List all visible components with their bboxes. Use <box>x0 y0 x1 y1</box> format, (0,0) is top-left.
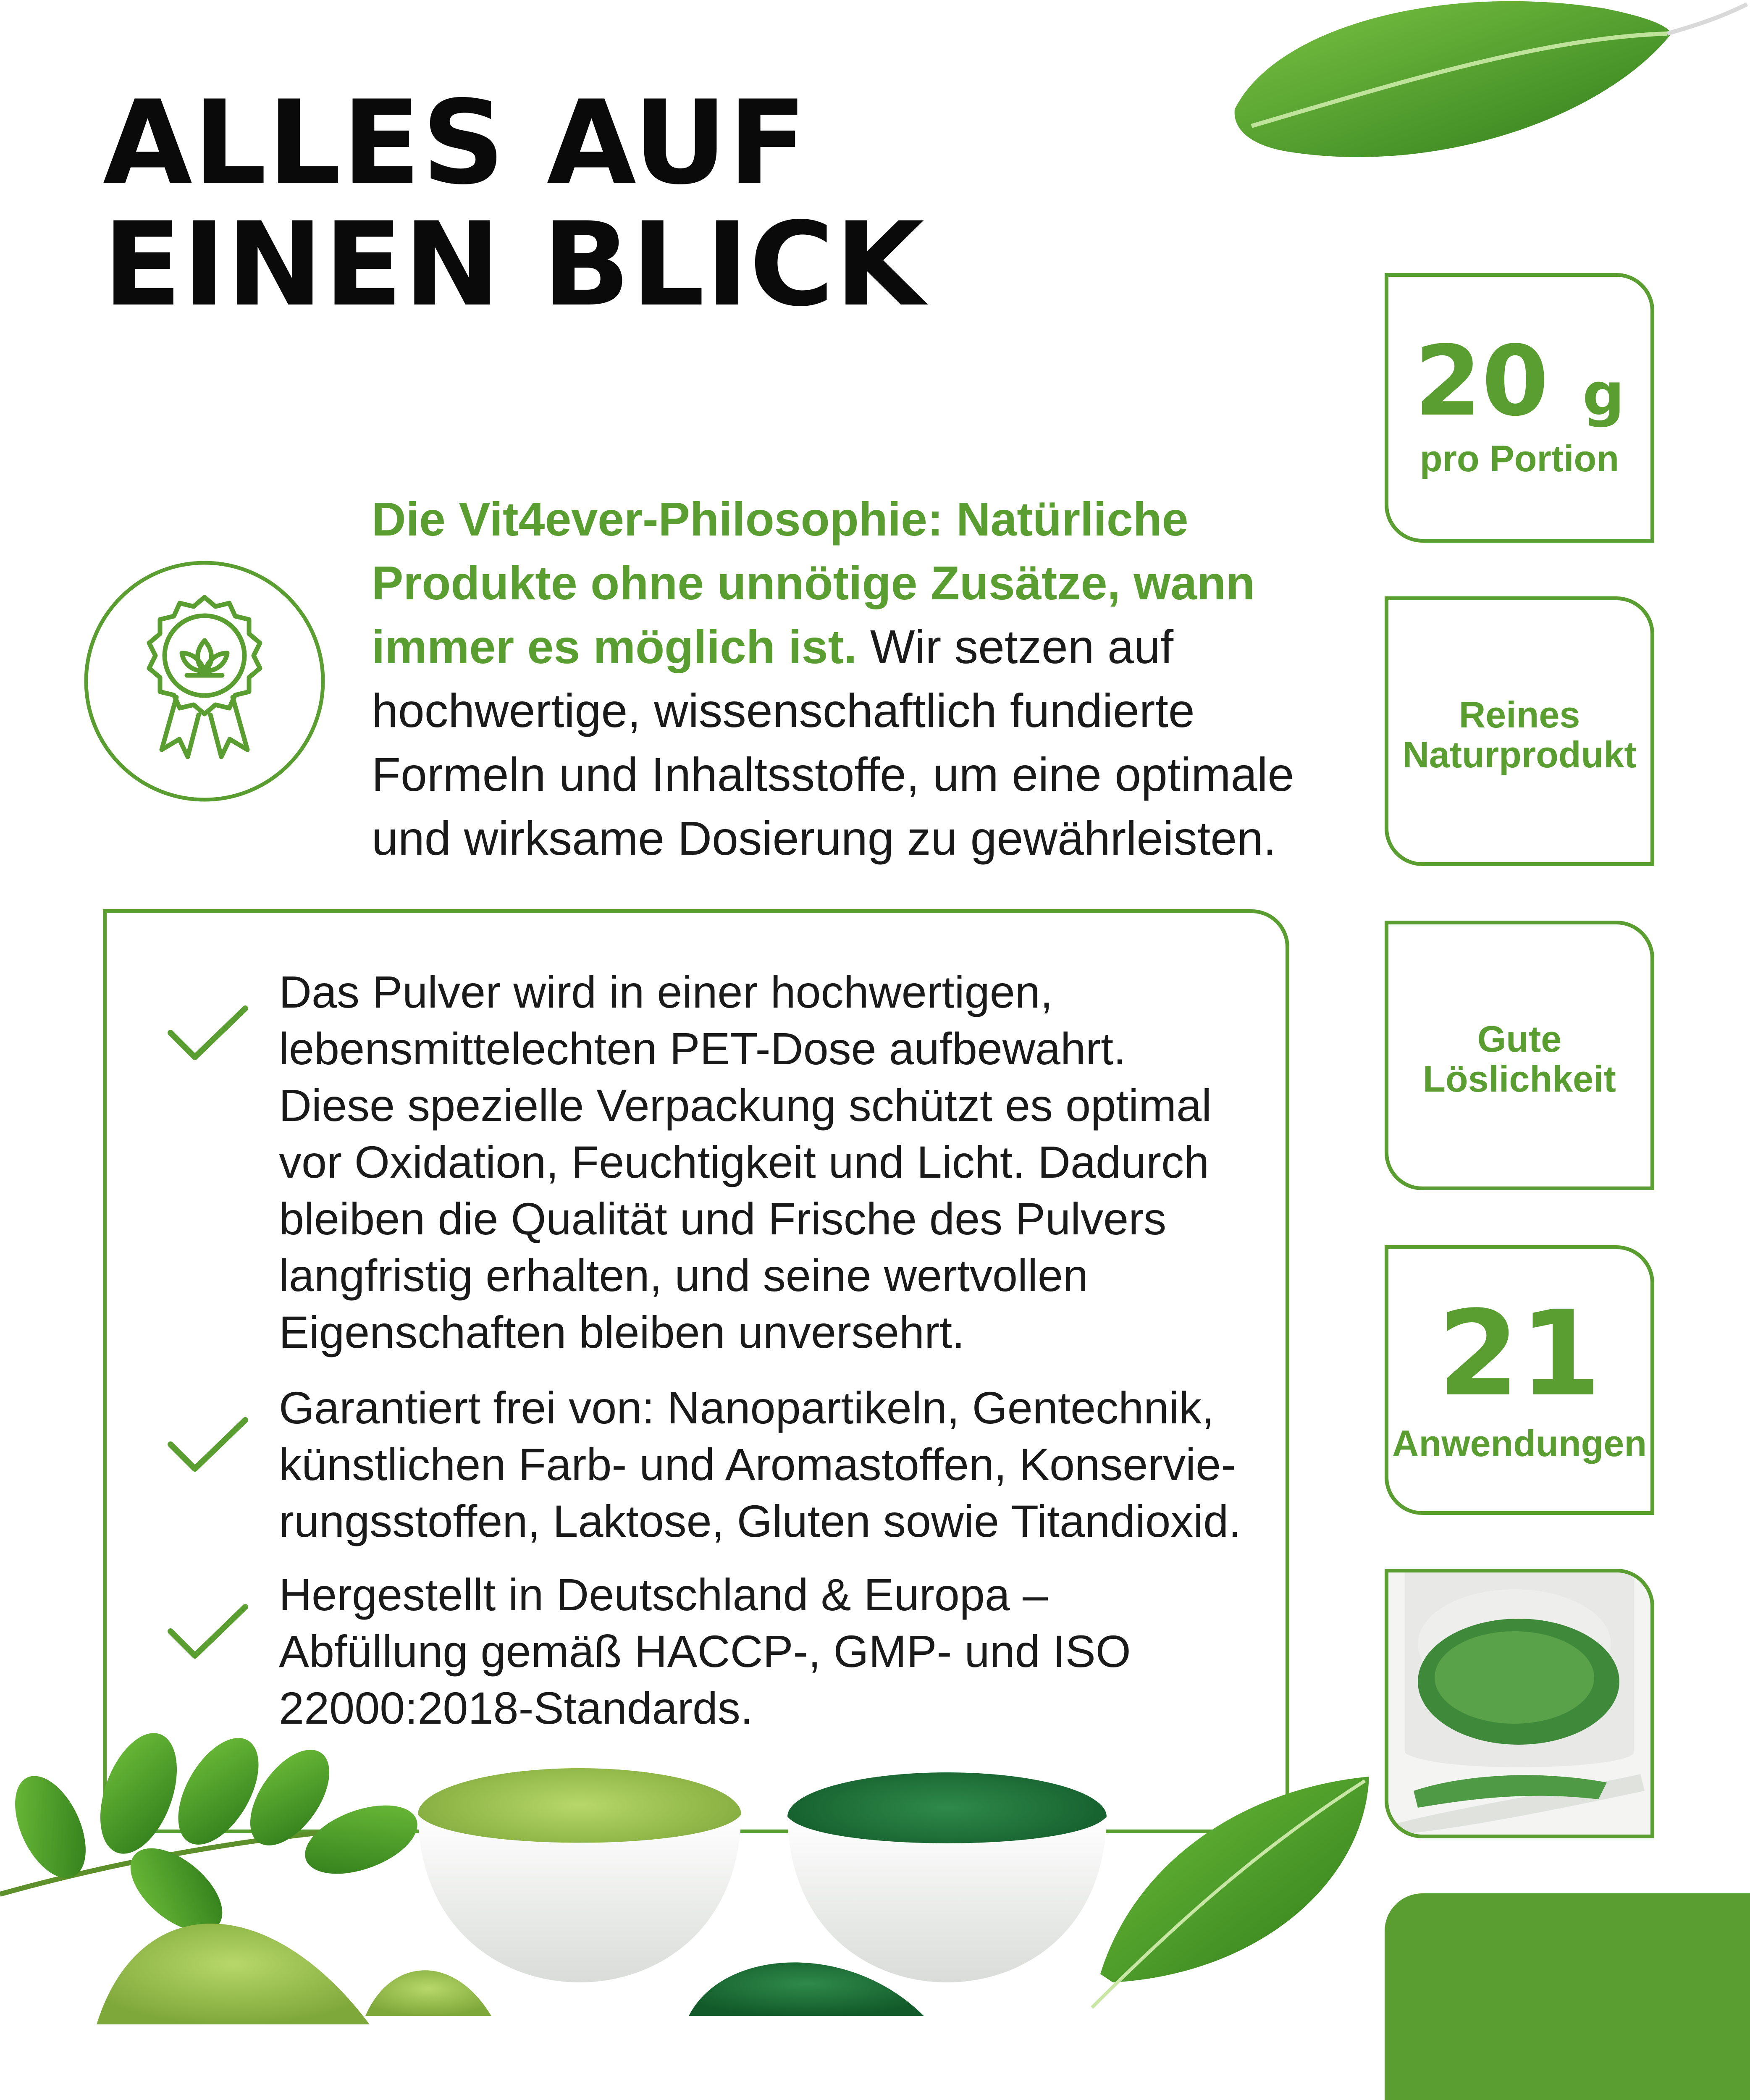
benefit-text: Garantiert frei von: Nanopartikeln, Gentechnik, künstlichen Farb- und Aromastoffen, Konservie-rungsstoffen, Laktose, Gluten sowie Titandioxid. <box>279 1382 1241 1546</box>
checkmark-icon <box>165 1602 249 1661</box>
badge-uses-label: Anwendungen <box>1392 1423 1647 1464</box>
badge-portion <box>1385 273 1654 543</box>
badge-solubility <box>1385 921 1654 1190</box>
badge-natural-label: Reines Naturprodukt <box>1402 694 1637 775</box>
powder-jar-image <box>1388 1572 1650 1835</box>
benefit-text: Das Pulver wird in einer hochwertigen, lebensmittelechten PET-Dose aufbewahrt. Diese spezielle Verpackung schützt es optimal vor Oxidation, Feuchtigkeit und Licht. Dadurch bleiben die Qualität und Frische des Pulvers langfristig erhalten, und seine wertvollen Eigenschaften bleiben unversehrt. <box>279 966 1212 1357</box>
badge-uses-value: 21 <box>1438 1286 1601 1423</box>
headline-line-2: EINEN BLICK <box>103 197 926 332</box>
leaf-top-right <box>1226 0 1750 176</box>
benefits-box <box>103 909 1289 1833</box>
accent-block <box>1385 1893 1750 2100</box>
intro-highlight: Die Vit4ever-Philosophie: Natürliche Produkte ohne unnötige Zusätze, wann immer es möglich ist. <box>372 493 1255 673</box>
checkmark-icon <box>165 1003 249 1062</box>
intro-body: Wir setzen auf hochwertige, wissenschaftlich fundierte Formeln und Inhaltsstoffe, um eine optimale und wirksame Dosierung zu gewährleisten. <box>372 620 1294 865</box>
page-headline <box>103 76 1069 332</box>
powder-bowls-image <box>0 1714 1377 2100</box>
intro-paragraph <box>372 487 1312 870</box>
checkmark-icon <box>165 1415 249 1474</box>
badge-product-photo <box>1385 1569 1654 1838</box>
badge-uses <box>1385 1245 1654 1515</box>
badge-portion-unit: g <box>1582 360 1625 429</box>
quality-seal-icon <box>82 559 328 804</box>
badge-portion-value: 20 <box>1414 326 1549 438</box>
headline-line-1: ALLES AUF <box>103 76 808 210</box>
badge-portion-value-row <box>1388 326 1650 445</box>
benefit-text: Hergestellt in Deutschland & Europa – Abfüllung gemäß HACCP-, GMP- und ISO 22000:2018-Standards. <box>279 1569 1131 1733</box>
badge-solubility-label: Gute Löslichkeit <box>1423 1018 1616 1100</box>
badge-natural <box>1385 596 1654 866</box>
badge-portion-label: pro Portion <box>1419 438 1619 479</box>
